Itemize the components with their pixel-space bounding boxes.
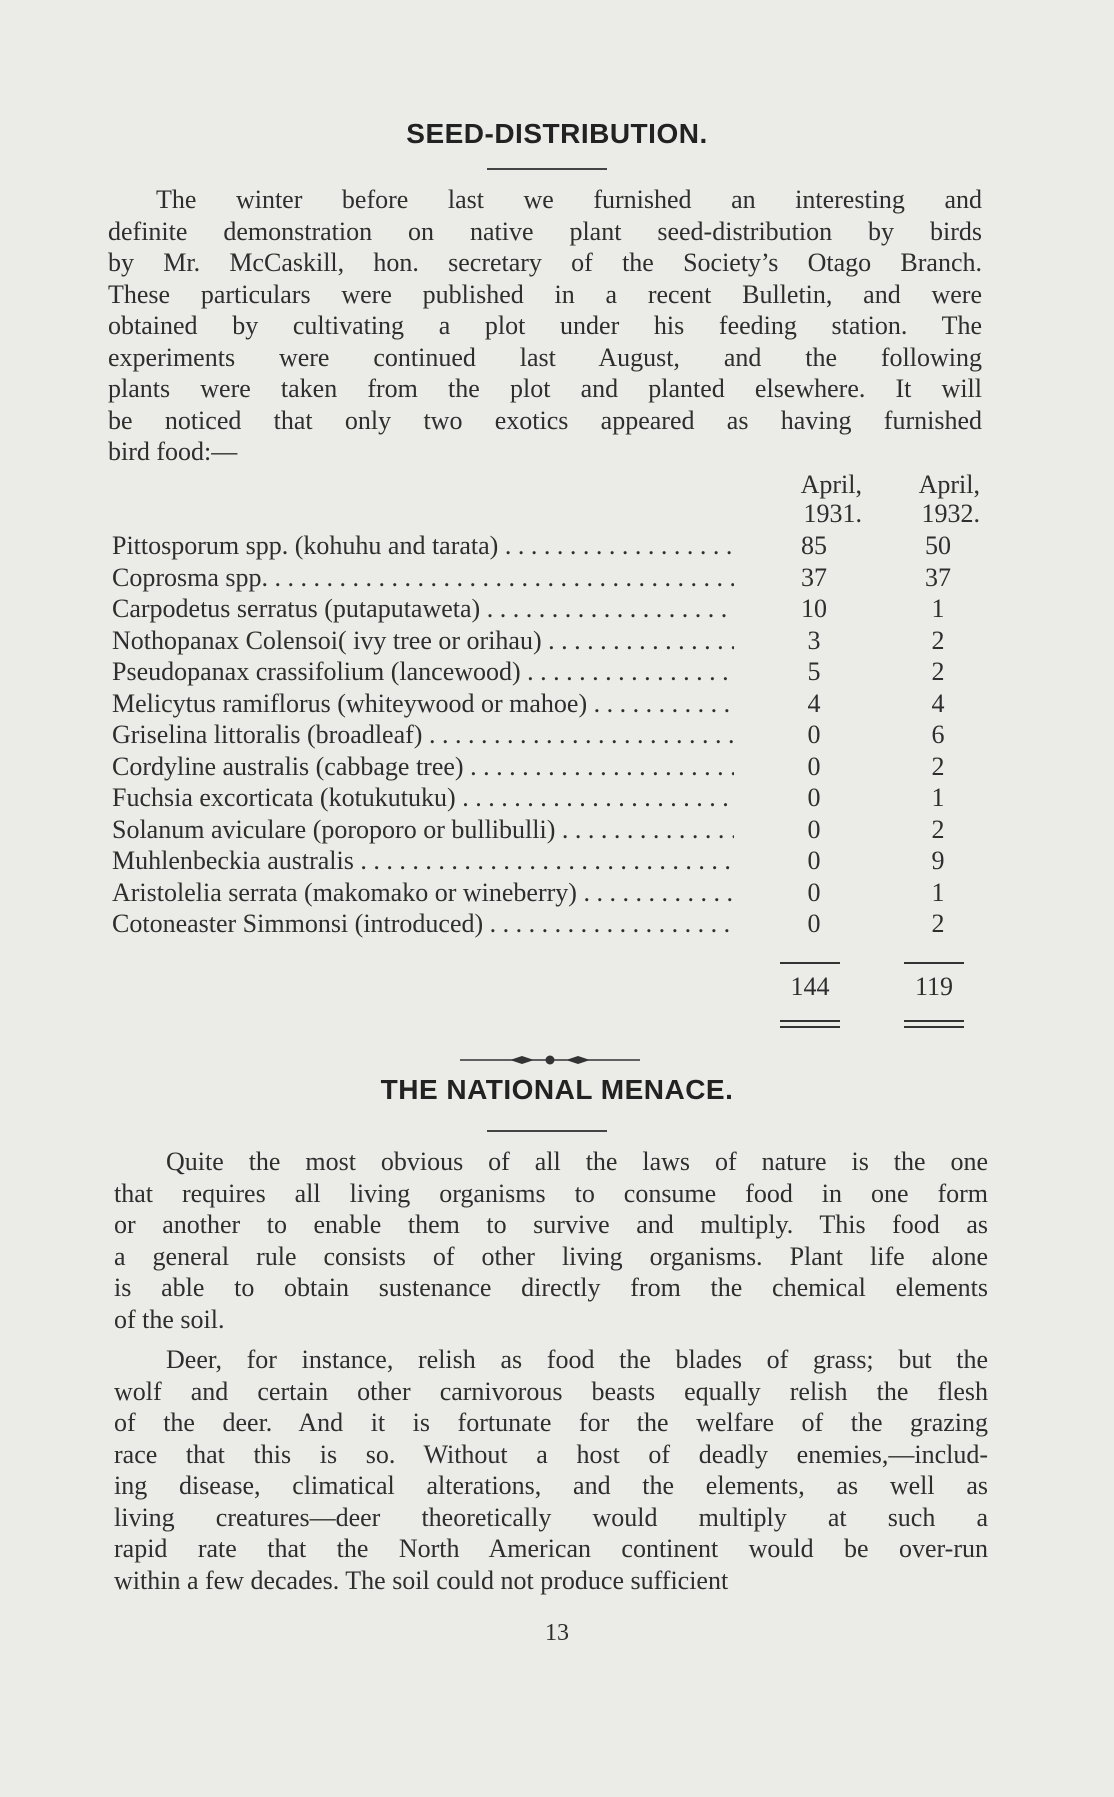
total-1932: 119 [914,972,954,1001]
count-1931: 0 [807,877,821,907]
paragraph-line: of the soil. [114,1304,225,1334]
paragraph-line: be noticed that only two exotics appeared as having furnished [108,405,982,435]
menace-paragraph-2 [114,1344,988,1596]
count-1932: 2 [931,625,945,655]
paragraph-line: plants were taken from the plot and planted elsewhere. It will [108,374,982,403]
plant-name: Pseudopanax crassifolium (lancewood) . . . [112,656,734,688]
count-1932: 6 [931,720,945,749]
paragraph-line: is able to obtain sustenance directly from the chemical elements [114,1273,988,1302]
section-title-national-menace: THE NATIONAL MENACE. [380,1074,734,1105]
table-row [112,562,992,594]
double-rule-1931-b [780,1026,840,1028]
table-row [112,593,992,625]
table-body [112,530,992,940]
count-1932: 50 [925,531,951,560]
plant-name: Cotoneaster Simmonsi (introduced) . . . [112,908,734,940]
intro-paragraph [108,184,982,468]
paragraph-line: by Mr. McCaskill, hon. secretary of the Society’s Otago Branch. [108,248,982,277]
paragraph-line: Quite the most obvious of all the laws of nature is the one [166,1147,988,1176]
paragraph-line: The winter before last we furnished an interesting and [156,185,982,214]
column-header-1931: April, 1931. [800,470,862,528]
count-1932: 2 [931,657,945,686]
count-1931: 37 [801,562,827,592]
plant-name: Fuchsia excorticata (kotukutuku) . . . [112,782,734,814]
paragraph-line: rapid rate that the North American continent would be over-run [114,1534,988,1563]
paragraph-line: ing disease, climatical alterations, and the elements, as well as [114,1471,988,1500]
table-row [112,845,992,877]
section-title-seed-distribution: SEED-DISTRIBUTION. [406,118,708,149]
plant-name: Melicytus ramiflorus (whiteywood or mahoe) . . . [112,688,734,720]
table-row [112,908,992,940]
paragraph-line: Deer, for instance, relish as food the blades of grass; but the [166,1345,988,1374]
paragraph-line: that requires all living organisms to consume food in one form [114,1178,988,1208]
count-1931: 0 [807,909,821,938]
table-header [112,470,992,530]
count-1931: 0 [807,751,821,781]
table-row [112,656,992,688]
sum-rule-1931 [780,962,840,964]
plant-name: Muhlenbeckia australis . . . [112,845,734,877]
paragraph-line: definite demonstration on native plant seed-distribution by birds [108,216,982,246]
plant-name: Coprosma spp. . . . [112,562,734,594]
table-row [112,814,992,846]
plant-name: Cordyline australis (cabbage tree) . . . [112,751,734,783]
table-row [112,782,992,814]
table-row [112,877,992,909]
double-rule-1932-a [904,1020,964,1022]
total-1931: 144 [790,972,830,1001]
count-1932: 1 [931,877,945,907]
column-header-1932: April, 1932. [918,470,980,528]
paragraph-line: race that this is so. Without a host of deadly enemies,—includ- [114,1439,988,1469]
count-1931: 5 [807,657,821,686]
page-number: 13 [545,1620,569,1646]
table-totals [112,948,992,1038]
table-row [112,719,992,751]
plant-name: Pittosporum spp. (kohuhu and tarata) . . . [112,530,734,562]
table-row [112,751,992,783]
count-1932: 2 [931,751,945,781]
sum-rule-1932 [904,962,964,964]
count-1931: 0 [807,783,821,812]
count-1932: 2 [931,909,945,938]
menace-paragraph-1 [114,1146,988,1335]
double-rule-1931-a [780,1020,840,1022]
table-row [112,688,992,720]
title-underline [487,168,607,170]
section-divider-ornament [460,1052,640,1068]
count-1931: 3 [807,625,821,655]
paragraph-line: of the deer. And it is fortunate for the welfare of the grazing [114,1408,988,1437]
plant-name: Griselina littoralis (broadleaf) . . . [112,719,734,751]
paragraph-line: wolf and certain other carnivorous beasts equally relish the flesh [114,1376,988,1406]
table-row [112,530,992,562]
count-1931: 10 [801,594,827,623]
count-1931: 4 [807,688,821,718]
double-rule-1932-b [904,1026,964,1028]
table-row [112,625,992,657]
title-underline-2 [487,1130,607,1132]
count-1931: 0 [807,814,821,844]
count-1932: 4 [931,688,945,718]
paragraph-line: These particulars were published in a recent Bulletin, and were [108,279,982,309]
count-1931: 0 [807,720,821,749]
paragraph-line: experiments were continued last August, and the following [108,342,982,372]
paragraph-line: a general rule consists of other living organisms. Plant life alone [114,1241,988,1271]
paragraph-line: living creatures—deer theoretically would multiply at such a [114,1502,988,1532]
count-1932: 9 [931,846,945,875]
plant-name: Nothopanax Colensoi( ivy tree or orihau) . . . [112,625,734,657]
paragraph-line: or another to enable them to survive and multiply. This food as [114,1210,988,1239]
plant-name: Solanum aviculare (poroporo or bullibulli) . . . [112,814,734,846]
count-1931: 0 [807,846,821,875]
count-1932: 1 [931,594,945,623]
count-1932: 2 [931,814,945,844]
paragraph-line: within a few decades. The soil could not produce sufficient [114,1565,729,1595]
seed-table [112,470,992,940]
paragraph-line: obtained by cultivating a plot under his feeding station. The [108,311,982,340]
count-1932: 1 [931,783,945,812]
paragraph-line: bird food:— [108,437,238,466]
count-1932: 37 [925,562,951,592]
plant-name: Carpodetus serratus (putaputaweta) . . . [112,593,734,625]
plant-name: Aristolelia serrata (makomako or wineberry) . . . [112,877,734,909]
count-1931: 85 [801,531,827,560]
